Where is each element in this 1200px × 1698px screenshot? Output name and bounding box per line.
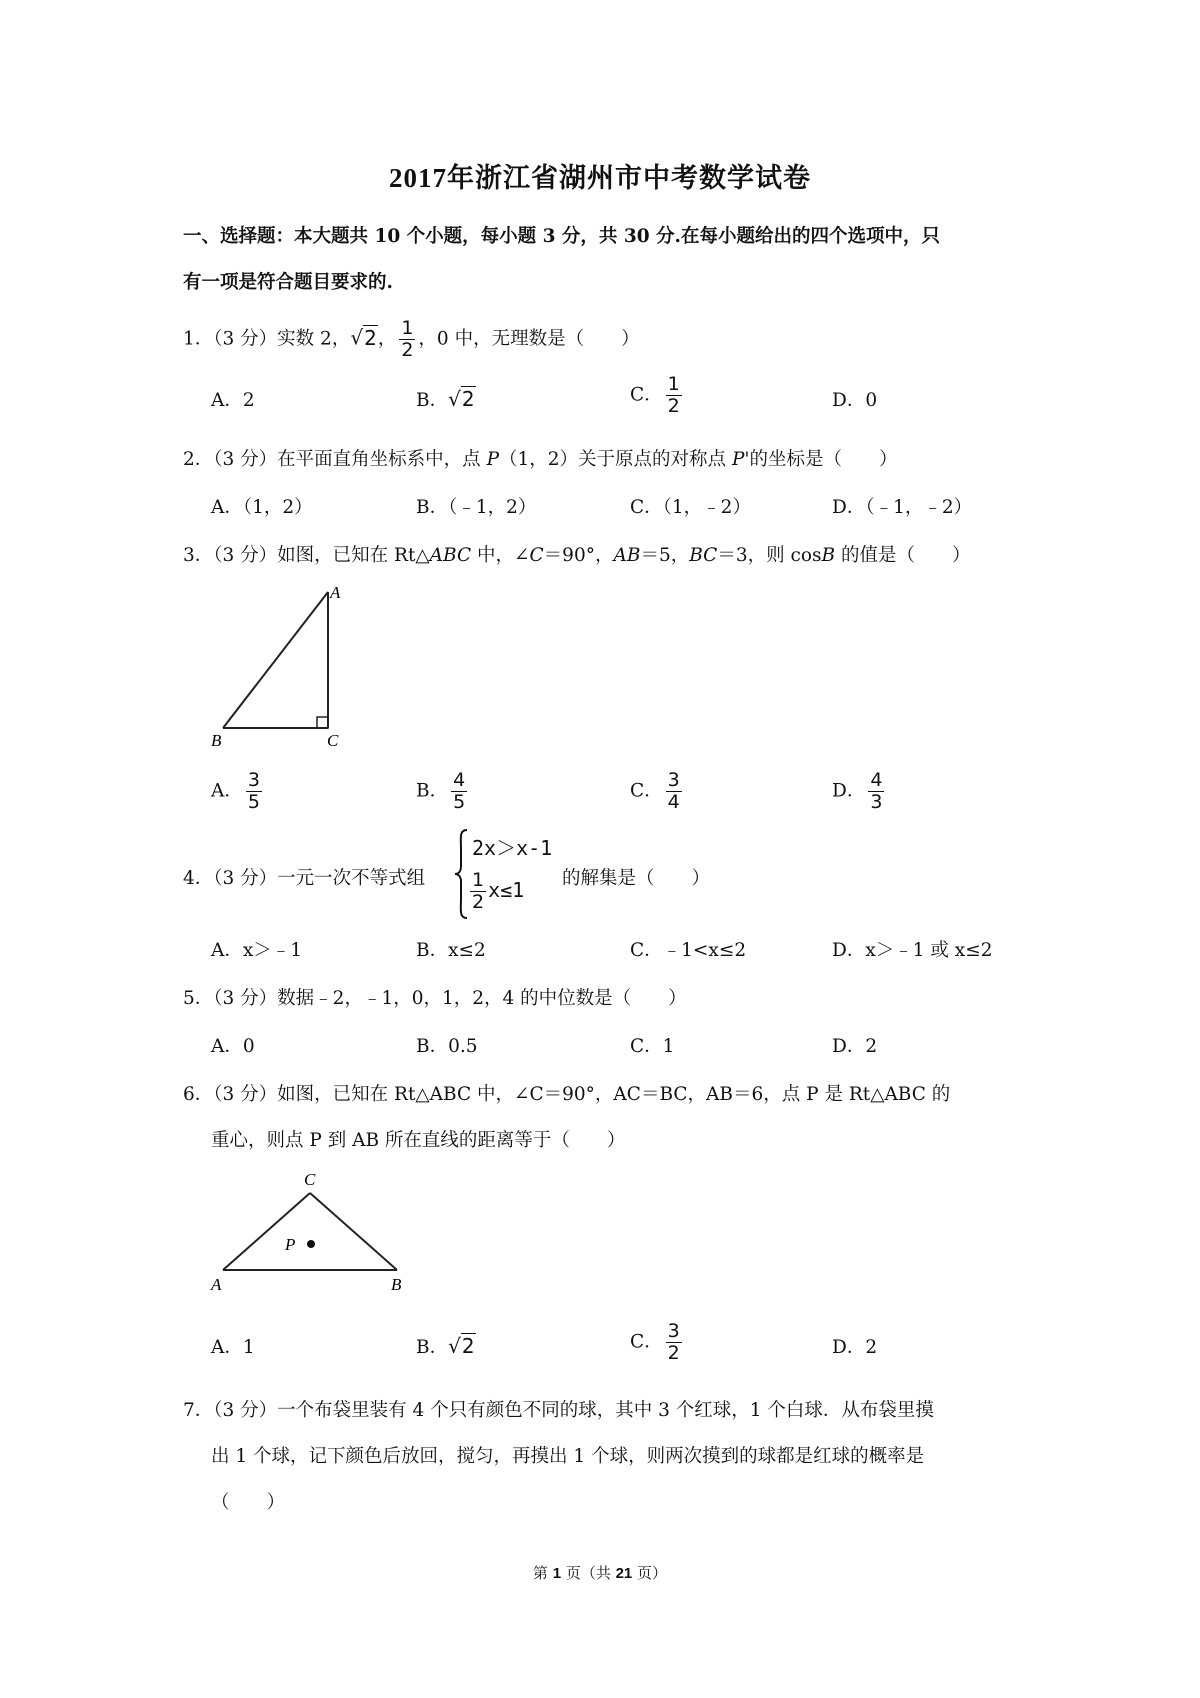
q1-option-b: B．√2 xyxy=(416,387,475,411)
q1-option-d: D．0 xyxy=(832,390,878,411)
question-3: 3．（3 分）如图，已知在 Rt△ABC 中，∠C＝90°，AB＝5，BC＝3，则 cosB 的值是（ ） xyxy=(183,545,971,566)
q3-option-b: B． $\frac{4}{5}$ xyxy=(416,769,466,813)
q2-option-a: A．（1，2） xyxy=(211,497,313,518)
question-7-line2: 出 1 个球，记下颜色后放回，搅匀，再摸出 1 个球，则两次摸到的球都是红球的概率是 xyxy=(211,1446,925,1467)
question-7-line1: 7．（3 分）一个布袋里装有 4 个只有颜色不同的球，其中 3 个红球，1 个白球．从布袋里摸 xyxy=(183,1400,934,1421)
question-5: 5．（3 分）数据﹣2，﹣1，0，1，2，4 的中位数是（ ） xyxy=(183,988,687,1009)
system-brace xyxy=(453,828,471,920)
q4-option-a: A．x＞﹣1 xyxy=(211,940,303,961)
question-4-tail: 的解集是（ ） xyxy=(562,868,711,889)
inequality-2: $\frac{1}{2}$ x≤1 xyxy=(472,869,525,913)
q5-option-c: C．1 xyxy=(630,1036,675,1057)
q4-option-d: D．x＞﹣1 或 x≤2 xyxy=(832,940,993,961)
q5-option-b: B．0.5 xyxy=(416,1036,478,1057)
vertex-label-b: B xyxy=(211,731,222,750)
q4-option-c: C．﹣1<x≤2 xyxy=(630,940,747,961)
q6-option-b: B．√2 xyxy=(416,1334,475,1358)
vertex-label-a: A xyxy=(330,583,341,602)
sqrt-2: √2 xyxy=(350,325,377,350)
q2-option-d: D．（﹣1，﹣2） xyxy=(832,497,973,518)
point-label-p: P xyxy=(285,1235,296,1254)
q6-option-d: D．2 xyxy=(832,1337,878,1358)
q5-option-d: D．2 xyxy=(832,1036,878,1057)
vertex-label-a: A xyxy=(211,1275,222,1294)
figure-right-triangle-q3 xyxy=(205,580,355,750)
question-1: 1．（3 分）实数 2，√2， $\frac{1}{2}$ ，0 中，无理数是（ ） xyxy=(183,317,640,361)
right-angle-mark xyxy=(317,717,328,728)
side-ac xyxy=(223,1193,310,1270)
q5-option-a: A．0 xyxy=(211,1036,255,1057)
q1-option-a: A．2 xyxy=(211,390,255,411)
q3-option-c: C． $\frac{3}{4}$ xyxy=(630,769,680,813)
inequality-1: 2x＞x-1 xyxy=(472,836,553,860)
q2-option-b: B．（﹣1，2） xyxy=(416,497,537,518)
q4-option-b: B．x≤2 xyxy=(416,940,486,961)
question-6-line1: 6．（3 分）如图，已知在 Rt△ABC 中，∠C＝90°，AC＝BC，AB＝6，点 P 是 Rt△ABC 的 xyxy=(183,1084,951,1105)
question-2: 2．（3 分）在平面直角坐标系中，点 P（1，2）关于原点的对称点 P'的坐标是（ ） xyxy=(183,449,898,470)
q3-option-d: D． $\frac{4}{3}$ xyxy=(832,769,883,813)
side-bc xyxy=(310,1193,397,1270)
vertex-label-c: C xyxy=(304,1170,316,1189)
side-ab xyxy=(223,592,328,728)
q2-option-c: C．（1，﹣2） xyxy=(630,497,751,518)
question-7-line3: （ ） xyxy=(211,1492,286,1513)
vertex-label-b: B xyxy=(391,1275,402,1294)
centroid-point-p xyxy=(307,1240,315,1248)
question-6-line2: 重心，则点 P 到 AB 所在直线的距离等于（ ） xyxy=(211,1130,626,1151)
q1-option-c: C． $\frac{1}{2}$ xyxy=(630,373,680,417)
vertex-label-c: C xyxy=(327,731,339,750)
section-heading-line2: 有一项是符合题目要求的. xyxy=(183,272,393,293)
q6-option-c: C． $\frac{3}{2}$ xyxy=(630,1320,680,1364)
q6-option-a: A．1 xyxy=(211,1337,255,1358)
fraction-one-half: $\frac{1}{2}$ xyxy=(401,317,414,361)
paper-title: 2017年浙江省湖州市中考数学试卷 xyxy=(389,163,811,193)
q3-option-a: A． $\frac{3}{5}$ xyxy=(211,769,260,813)
section-heading-line1: 一、选择题：本大题共 10 个小题，每小题 3 分，共 30 分.在每小题给出的四个选项中，只 xyxy=(183,226,940,247)
question-4-stem: 4．（3 分）一元一次不等式组 xyxy=(183,868,426,889)
figure-isosceles-right-triangle-q6 xyxy=(205,1168,415,1298)
page-footer: 第 1 页（共 21 页） xyxy=(532,1564,668,1582)
